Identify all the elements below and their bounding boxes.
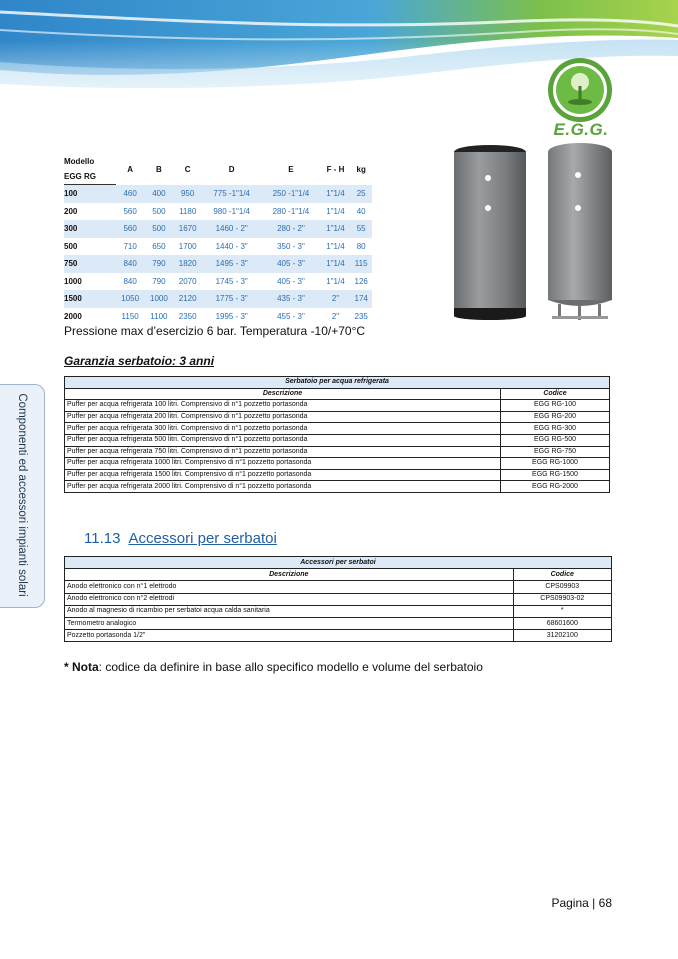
cell-code: EGG RG-100 — [501, 400, 610, 412]
dimensions-table — [64, 154, 372, 325]
cell-b: 790 — [152, 276, 166, 286]
page-number — [551, 896, 612, 910]
chapter-side-tab-label: Componenti ed accessori impianti solari — [16, 393, 28, 597]
cell-code: EGG RG-2000 — [501, 481, 610, 493]
table-caption-row — [65, 557, 612, 569]
cell-b: 500 — [152, 206, 166, 216]
table-row — [64, 255, 372, 273]
cell-d: 980 -1"1/4 — [213, 206, 250, 216]
table-row — [65, 617, 612, 629]
cell-code: EGG RG-200 — [501, 411, 610, 423]
cell-description: Puffer per acqua refrigerata 2000 litri. Comprensivo di n°1 pozzetto portasonda — [65, 481, 501, 493]
section-title: Accessori per serbatoi — [128, 530, 277, 547]
cell-c: 1820 — [173, 255, 202, 273]
table-row — [64, 203, 372, 221]
cell-d: 1995 - 3" — [215, 311, 248, 321]
cell-kg: 55 — [350, 220, 372, 238]
cell-c: 1180 — [179, 206, 197, 216]
cell-kg: 126 — [354, 276, 368, 286]
table-row — [64, 290, 372, 308]
footnote-label: * Nota — [64, 660, 99, 674]
cell-code: * — [513, 605, 611, 617]
cell-code: EGG RG-500 — [501, 434, 610, 446]
table-row — [65, 593, 612, 605]
cell-fh: 1"1/4 — [321, 255, 351, 273]
cell-description: Puffer per acqua refrigerata 200 litri. Comprensivo di n°1 pozzetto portasonda — [65, 411, 501, 423]
cell-b: 650 — [152, 241, 166, 251]
cell-d: 1495 - 3" — [202, 255, 261, 273]
table-row — [64, 185, 372, 203]
cell-b: 500 — [145, 220, 174, 238]
cell-kg: 40 — [356, 206, 366, 216]
cell-kg: 115 — [350, 255, 372, 273]
cell-c: 1670 — [173, 220, 202, 238]
cell-kg: 235 — [354, 311, 368, 321]
cell-description: Anodo elettronico con n°1 elettrodo — [65, 581, 514, 593]
table-row — [64, 273, 372, 291]
cell-d: 1440 - 3" — [215, 241, 248, 251]
cell-kg: 80 — [356, 241, 366, 251]
cell-c: 2070 — [178, 276, 197, 286]
cell-e: 455 - 3" — [277, 311, 305, 321]
cell-code: CPS09903-02 — [513, 593, 611, 605]
section-number: 11.13 — [84, 530, 121, 547]
cell-b: 1100 — [150, 311, 168, 321]
cell-code: CPS09903 — [513, 581, 611, 593]
cell-c: 2350 — [178, 311, 197, 321]
table-header-row — [64, 154, 372, 169]
cell-code: EGG RG-1500 — [501, 469, 610, 481]
table-row — [64, 220, 372, 238]
cell-a: 1050 — [116, 290, 145, 308]
egg-logo-icon — [546, 56, 614, 124]
cell-e: 405 - 3" — [277, 276, 305, 286]
table-caption: Accessori per serbatoi — [65, 557, 612, 569]
cell-e: 350 - 3" — [277, 241, 305, 251]
brand-logo-text: E.G.G. — [553, 120, 609, 139]
table-row — [65, 581, 612, 593]
cell-a: 1150 — [121, 311, 139, 321]
table-row — [64, 308, 372, 326]
col-header-a: A — [127, 164, 134, 174]
accessories-table — [64, 556, 612, 642]
cell-model: 1000 — [64, 276, 82, 286]
cell-description: Puffer per acqua refrigerata 750 litri. Comprensivo di n°1 pozzetto portasonda — [65, 446, 501, 458]
table-row — [65, 411, 610, 423]
cell-d: 775 -1"1/4 — [202, 185, 261, 203]
cell-code: 68601600 — [513, 617, 611, 629]
cell-d: 1745 - 3" — [215, 276, 248, 286]
cell-d: 1460 - 2" — [202, 220, 261, 238]
cell-b: 1000 — [145, 290, 174, 308]
cell-description: Puffer per acqua refrigerata 300 litri. Comprensivo di n°1 pozzetto portasonda — [65, 423, 501, 435]
cell-e: 280 -1"1/4 — [272, 206, 310, 216]
table-row — [65, 481, 610, 493]
cell-e: 250 -1"1/4 — [261, 185, 320, 203]
cell-description: Puffer per acqua refrigerata 500 litri. Comprensivo di n°1 pozzetto portasonda — [65, 434, 501, 446]
col-header-code: Codice — [501, 388, 610, 400]
tank-product-image — [448, 140, 618, 322]
pressure-note: Pressione max d’esercizio 6 bar. Temperatura -10/+70°C — [64, 324, 366, 338]
col-header-d: D — [228, 164, 235, 174]
cell-description: Termometro analogico — [65, 617, 514, 629]
table-row — [65, 400, 610, 412]
cell-e: 405 - 3" — [261, 255, 320, 273]
col-header-description: Descrizione — [65, 388, 501, 400]
cell-code: 31202100 — [513, 630, 611, 642]
cell-a: 710 — [123, 241, 137, 251]
table-row — [65, 446, 610, 458]
cell-fh: 1"1/4 — [326, 241, 345, 251]
cell-model: 1500 — [64, 290, 116, 308]
cell-code: EGG RG-1000 — [501, 458, 610, 470]
cell-fh: 1"1/4 — [326, 206, 345, 216]
cell-kg: 25 — [350, 185, 372, 203]
cell-d: 1775 - 3" — [202, 290, 261, 308]
cell-a: 840 — [116, 255, 145, 273]
cell-description: Puffer per acqua refrigerata 100 litri. Comprensivo di n°1 pozzetto portasonda — [65, 400, 501, 412]
cell-a: 560 — [123, 206, 137, 216]
section-heading — [84, 530, 277, 547]
table-caption: Serbatoio per acqua refrigerata — [65, 377, 610, 389]
tank-product-table — [64, 376, 610, 493]
cell-description: Anodo al magnesio di ricambio per serbatoi acqua calda sanitaria — [65, 605, 514, 617]
cell-model: 300 — [64, 220, 116, 238]
col-header-model: Modello — [64, 157, 95, 166]
cell-b: 790 — [145, 255, 174, 273]
warranty-note: Garanzia serbatoio: 3 anni — [64, 354, 215, 368]
col-header-e: E — [288, 164, 294, 174]
table-row — [65, 434, 610, 446]
page-separator: | — [592, 896, 596, 910]
cell-c: 1700 — [178, 241, 197, 251]
cell-code: EGG RG-750 — [501, 446, 610, 458]
cell-description: Puffer per acqua refrigerata 1500 litri. Comprensivo di n°1 pozzetto portasonda — [65, 469, 501, 481]
col-header-kg: kg — [356, 164, 366, 174]
cell-fh: 1"1/4 — [326, 276, 345, 286]
cell-b: 400 — [145, 185, 174, 203]
cell-c: 950 — [173, 185, 202, 203]
cell-fh: 2" — [331, 311, 340, 321]
footnote-text: : codice da definire in base allo specifico modello e volume del serbatoio — [98, 660, 483, 674]
cell-model: 100 — [64, 185, 116, 203]
cell-a: 460 — [116, 185, 145, 203]
page-number-value: 68 — [598, 896, 612, 910]
table-row — [65, 605, 612, 617]
cell-model: 2000 — [64, 311, 82, 321]
cell-model: 500 — [64, 241, 78, 251]
col-header-fh: F - H — [326, 164, 345, 174]
cell-e: 280 - 2" — [261, 220, 320, 238]
cell-code: EGG RG-300 — [501, 423, 610, 435]
table-row — [65, 469, 610, 481]
cell-c: 2120 — [173, 290, 202, 308]
cell-kg: 174 — [350, 290, 372, 308]
cell-a: 840 — [123, 276, 137, 286]
table-row — [64, 238, 372, 256]
cell-model: 200 — [64, 206, 78, 216]
cell-a: 560 — [116, 220, 145, 238]
footnote — [64, 660, 483, 674]
table-header-row — [65, 388, 610, 400]
table-header-row — [65, 569, 612, 581]
table-row — [65, 458, 610, 470]
table-row — [65, 630, 612, 642]
table-row — [65, 423, 610, 435]
cell-fh: 1"1/4 — [321, 185, 351, 203]
cell-fh: 2" — [321, 290, 351, 308]
cell-fh: 1"1/4 — [321, 220, 351, 238]
col-header-code: Codice — [513, 569, 611, 581]
page-label: Pagina — [551, 896, 589, 910]
cell-description: Anodo elettronico con n°2 elettrodi — [65, 593, 514, 605]
table-caption-row — [65, 377, 610, 389]
col-header-c: C — [184, 164, 191, 174]
cell-e: 435 - 3" — [261, 290, 320, 308]
cell-description: Puffer per acqua refrigerata 1000 litri. Comprensivo di n°1 pozzetto portasonda — [65, 458, 501, 470]
col-header-b: B — [156, 164, 162, 174]
cell-model: 750 — [64, 255, 116, 273]
col-header-description: Descrizione — [65, 569, 514, 581]
cell-description: Pozzetto portasonda 1/2" — [65, 630, 514, 642]
col-header-model-sub: EGG RG — [64, 169, 116, 185]
